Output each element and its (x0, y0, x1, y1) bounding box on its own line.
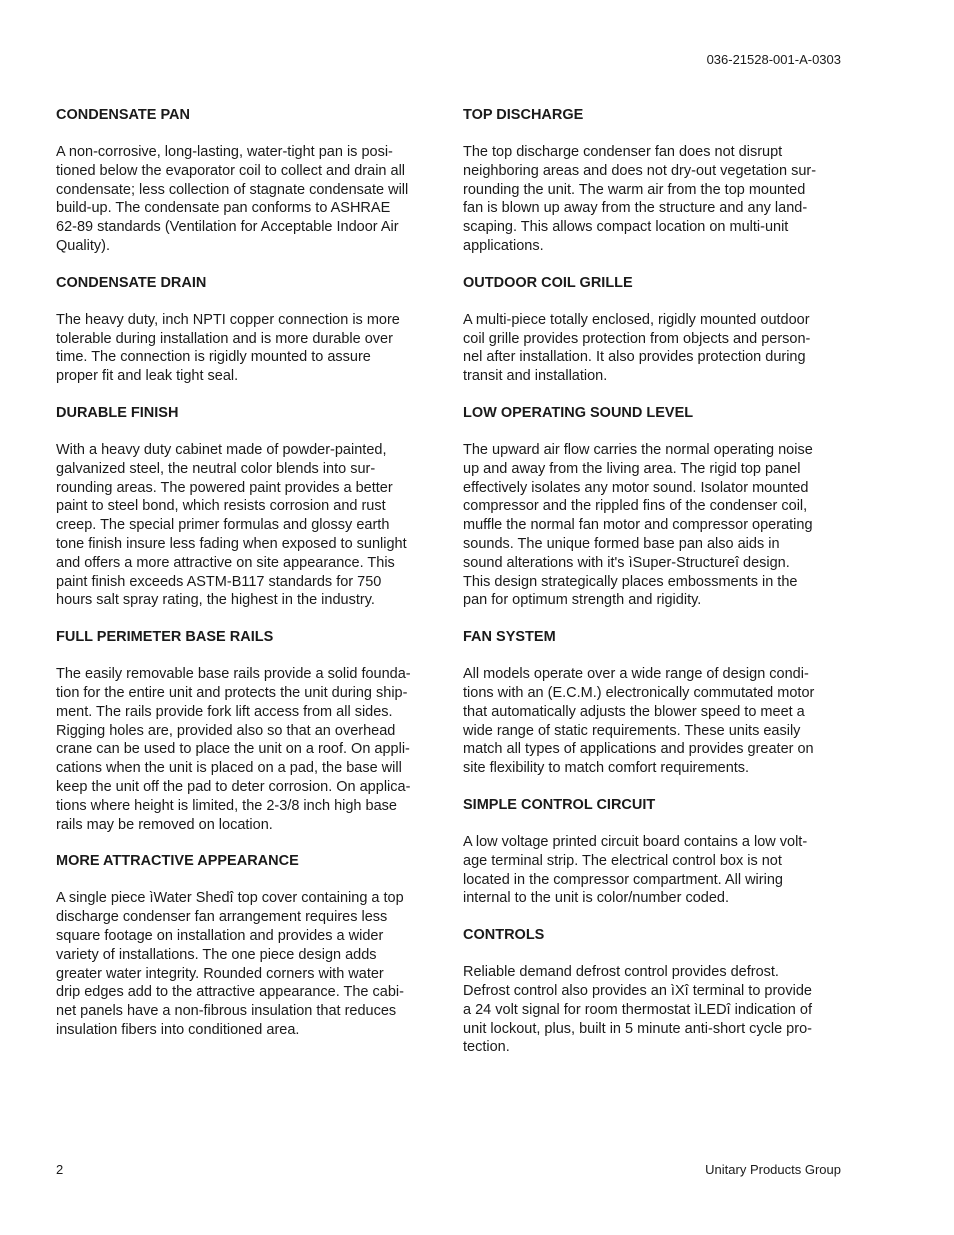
section-heading: SIMPLE CONTROL CIRCUIT (463, 796, 656, 813)
page-number: 2 (56, 1162, 64, 1177)
paragraph-line: Defrost control also provides an ìXî terminal to provide (463, 982, 812, 999)
section-heading: FULL PERIMETER BASE RAILS (56, 629, 274, 646)
paragraph-line: 62-89 standards (Ventilation for Acceptable Indoor Air (56, 219, 399, 236)
paragraph-line: wide range of static requirements. These units easily (463, 722, 801, 739)
section-heading: FAN SYSTEM (463, 629, 556, 646)
paragraph-line: internal to the unit is color/number coded. (463, 890, 729, 907)
document-number: 036-21528-001-A-0303 (706, 52, 841, 67)
section-paragraph (56, 889, 438, 1039)
section-paragraph (56, 143, 438, 256)
paragraph-line: cations when the unit is placed on a pad, the base will (56, 760, 402, 777)
paragraph-line: fan is blown up away from the structure and any land- (463, 200, 808, 217)
section (56, 628, 438, 834)
paragraph-line: All models operate over a wide range of design condi- (463, 666, 809, 683)
section-paragraph (56, 665, 438, 834)
section-heading: CONDENSATE PAN (56, 107, 190, 123)
paragraph-line: The top discharge condenser fan does not disrupt (463, 144, 783, 160)
paragraph-line: tion for the entire unit and protects the unit during ship- (56, 684, 408, 701)
paragraph-line: drip edges add to the attractive appearance. The cabi- (56, 984, 404, 1001)
section-heading: MORE ATTRACTIVE APPEARANCE (56, 853, 299, 870)
paragraph-line: a 24 volt signal for room thermostat ìLEDî indication of (463, 1001, 812, 1018)
section-paragraph (463, 143, 845, 256)
paragraph-line: sound alterations with it's ìSuper-Structureî design. (463, 554, 790, 571)
paragraph-line: effectively isolates any motor sound. Isolator mounted (463, 479, 809, 496)
section-paragraph (463, 311, 845, 386)
section-paragraph (463, 833, 845, 908)
paragraph-line: pan for optimum strength and rigidity. (463, 592, 702, 609)
paragraph-line: paint to steel bond, which resists corrosion and rust (56, 498, 386, 515)
paragraph-line: This design strategically places embossments in the (463, 573, 798, 590)
section-paragraph (463, 963, 845, 1057)
paragraph-line: that automatically adjusts the blower speed to meet a (463, 703, 805, 720)
section (56, 852, 438, 1039)
section (463, 926, 845, 1057)
paragraph-line: keep the unit off the pad to deter corrosion. On applica- (56, 778, 411, 795)
paragraph-line: coil grille provides protection from objects and person- (463, 330, 811, 347)
paragraph-line: muffle the normal fan motor and compressor operating (463, 517, 813, 534)
paragraph-line: galvanized steel, the neutral color blends into sur- (56, 460, 376, 477)
paragraph-line: variety of installations. The one piece design adds (56, 946, 377, 963)
paragraph-line: proper fit and leak tight seal. (56, 368, 239, 385)
paragraph-line: A multi-piece totally enclosed, rigidly mounted outdoor (463, 311, 810, 328)
paragraph-line: applications. (463, 237, 544, 254)
paragraph-line: located in the compressor compartment. All wiring (463, 871, 783, 888)
paragraph-line: match all types of applications and provides greater on (463, 741, 814, 758)
paragraph-line: site flexibility to match comfort requirements. (463, 760, 750, 777)
paragraph-line: creep. The special primer formulas and glossy earth (56, 517, 390, 534)
paragraph-line: compressor and the rippled fins of the condenser coil, (463, 498, 808, 515)
paragraph-line: With a heavy duty cabinet made of powder-painted, (56, 441, 387, 458)
section-paragraph (56, 311, 438, 386)
paragraph-line: rounding areas. The powered paint provides a better (56, 479, 393, 496)
section (56, 404, 438, 610)
paragraph-line: tions where height is limited, the 2-3/8 inch high base (56, 797, 397, 814)
paragraph-line: tone finish insure less fading when exposed to sunlight (56, 535, 407, 552)
paragraph-line: scaping. This allows compact location on multi-unit (463, 219, 789, 236)
left-column (56, 106, 438, 1058)
section (463, 106, 845, 256)
paragraph-line: ment. The rails provide fork lift access from all sides. (56, 703, 393, 720)
paragraph-line: greater water integrity. Rounded corners with water (56, 965, 384, 982)
section-heading: DURABLE FINISH (56, 404, 179, 421)
section (463, 404, 845, 610)
section-heading: CONDENSATE DRAIN (56, 274, 207, 291)
section-heading: LOW OPERATING SOUND LEVEL (463, 404, 694, 421)
paragraph-line: The upward air flow carries the normal operating noise (463, 441, 813, 458)
paragraph-line: neighboring areas and does not dry-out vegetation sur- (463, 162, 817, 179)
section-heading: TOP DISCHARGE (463, 107, 584, 123)
paragraph-line: nel after installation. It also provides protection during (463, 349, 806, 366)
paragraph-line: Rigging holes are, provided also so that an overhead (56, 722, 396, 739)
paragraph-line: paint finish exceeds ASTM-B117 standards for 750 (56, 573, 382, 590)
paragraph-line: condensate; less collection of stagnate condensate will (56, 181, 409, 198)
paragraph-line: The easily removable base rails provide a solid founda- (56, 666, 411, 683)
paragraph-line: hours salt spray rating, the highest in the industry. (56, 592, 375, 609)
paragraph-line: Quality). (56, 237, 110, 254)
paragraph-line: rounding the unit. The warm air from the top mounted (463, 181, 806, 198)
paragraph-line: tioned below the evaporator coil to collect and drain all (56, 162, 406, 179)
section (463, 274, 845, 386)
section-paragraph (463, 665, 845, 778)
paragraph-line: A low voltage printed circuit board contains a low volt- (463, 833, 808, 850)
paragraph-line: square footage on installation and provides a wider (56, 927, 384, 944)
section (463, 628, 845, 778)
paragraph-line: Reliable demand defrost control provides defrost. (463, 964, 779, 981)
paragraph-line: rails may be removed on location. (56, 816, 273, 833)
paragraph-line: tions with an (E.C.M.) electronically commutated motor (463, 684, 815, 701)
footer-company: Unitary Products Group (705, 1162, 841, 1177)
section (56, 274, 438, 386)
paragraph-line: age terminal strip. The electrical control box is not (463, 852, 782, 869)
paragraph-line: build-up. The condensate pan conforms to ASHRAE (56, 200, 391, 217)
paragraph-line: A non-corrosive, long-lasting, water-tight pan is posi- (56, 144, 393, 160)
paragraph-line: crane can be used to place the unit on a roof. On appli- (56, 741, 410, 758)
paragraph-line: tection. (463, 1039, 510, 1056)
section-heading: CONTROLS (463, 927, 545, 944)
paragraph-line: tolerable during installation and is more durable over (56, 330, 393, 347)
section-heading: OUTDOOR COIL GRILLE (463, 274, 633, 291)
paragraph-line: transit and installation. (463, 368, 608, 385)
paragraph-line: A single piece ìWater Shedî top cover containing a top (56, 890, 404, 907)
paragraph-line: insulation fibers into conditioned area. (56, 1021, 300, 1038)
paragraph-line: The heavy duty, inch NPTI copper connection is more (56, 311, 400, 328)
section (56, 106, 438, 256)
paragraph-line: and offers a more attractive on site appearance. This (56, 554, 395, 571)
section-paragraph (463, 441, 845, 610)
paragraph-line: discharge condenser fan arrangement requires less (56, 909, 388, 926)
section-paragraph (56, 441, 438, 610)
section (463, 796, 845, 908)
paragraph-line: net panels have a non-fibrous insulation that reduces (56, 1003, 397, 1020)
paragraph-line: sounds. The unique formed base pan also aids in (463, 535, 780, 552)
paragraph-line: time. The connection is rigidly mounted to assure (56, 349, 371, 366)
paragraph-line: unit lockout, plus, built in 5 minute anti-short cycle pro- (463, 1020, 812, 1037)
paragraph-line: up and away from the living area. The rigid top panel (463, 460, 801, 477)
right-column (463, 106, 845, 1075)
